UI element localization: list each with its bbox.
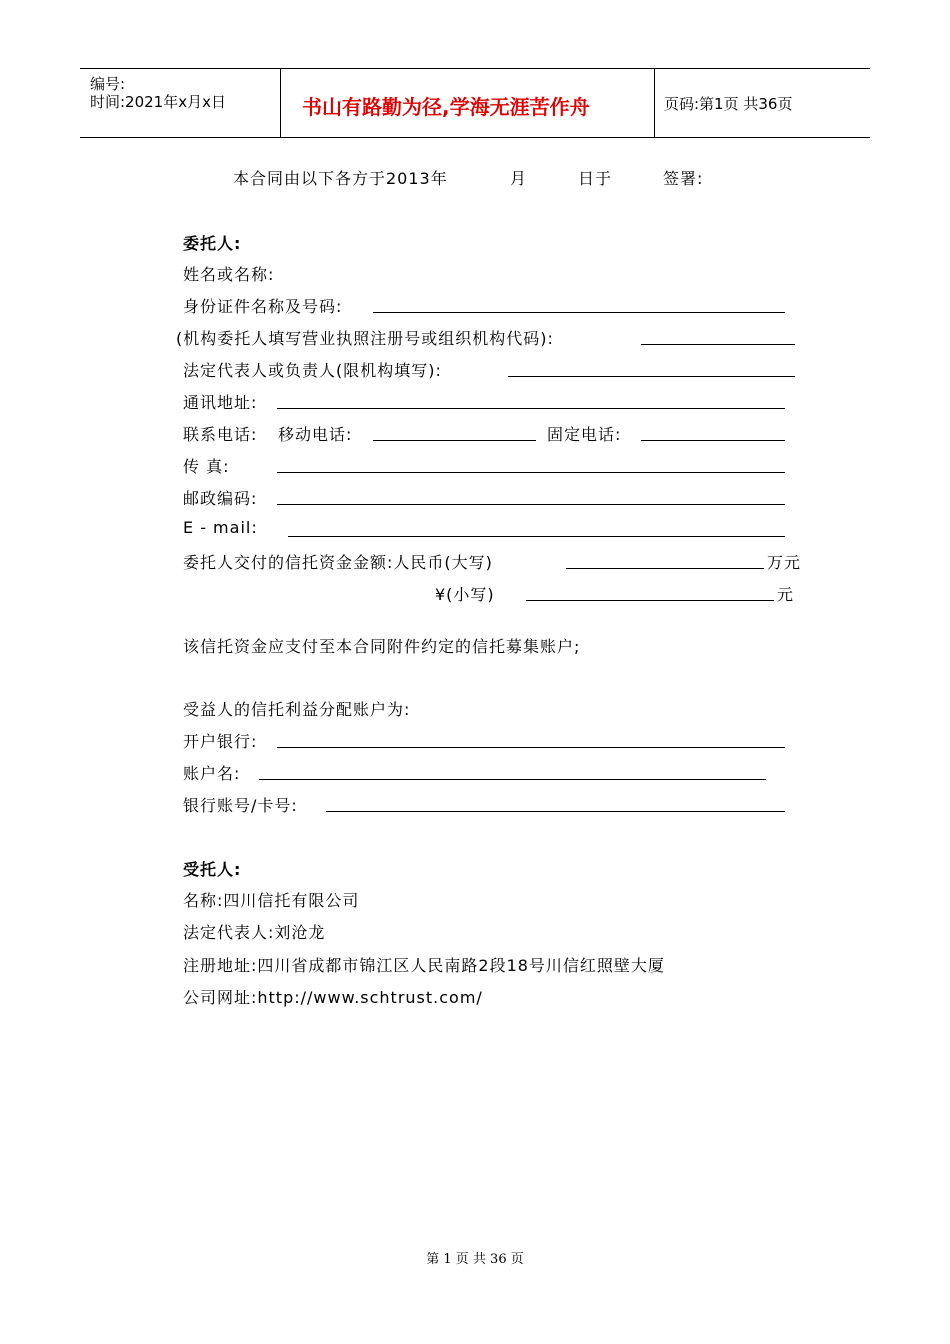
trustor-rep-label: 法定代表人或负责人(限机构填写): <box>183 361 442 380</box>
trustor-small-unit: 元 <box>777 585 795 604</box>
trustor-id-label: 身份证件名称及号码: <box>183 297 343 316</box>
trustor-address-line <box>277 408 785 409</box>
header-number: 编号: <box>90 75 126 93</box>
trustor-phone-label: 联系电话: <box>183 425 258 444</box>
trustor-rep-line <box>508 376 795 377</box>
trustor-amount-unit: 万元 <box>767 553 802 572</box>
header-time: 时间:2021年x月x日 <box>90 93 226 111</box>
trustee-name: 名称:四川信托有限公司 <box>183 891 360 910</box>
trustor-email-line <box>288 536 785 537</box>
intro-sign: 签署: <box>663 169 704 188</box>
trustor-fixed-label: 固定电话: <box>547 425 622 444</box>
beneficiary-heading: 受益人的信托利益分配账户为: <box>183 700 411 719</box>
intro-month: 月 <box>510 169 528 188</box>
trustee-heading: 受托人: <box>183 860 242 879</box>
intro-text: 本合同由以下各方于2013年 <box>233 169 448 188</box>
trustor-org-line <box>641 344 795 345</box>
trustor-fax-line <box>277 472 785 473</box>
header-motto: 书山有路勤为径,学海无涯苦作舟 <box>302 95 590 119</box>
header-divider <box>654 69 655 137</box>
page-footer: 第 1 页 共 36 页 <box>426 1252 524 1267</box>
beneficiary-bank-line <box>277 747 785 748</box>
trustor-mobile-label: 移动电话: <box>278 425 353 444</box>
beneficiary-account-no-line <box>326 811 785 812</box>
trustor-small-label: ¥(小写) <box>435 585 495 604</box>
trustor-org-label: (机构委托人填写营业执照注册号或组织机构代码): <box>176 329 554 348</box>
trustor-fax-label: 传 真: <box>183 457 230 476</box>
trustor-address-label: 通讯地址: <box>183 393 258 412</box>
beneficiary-bank-label: 开户银行: <box>183 732 258 751</box>
trustor-heading: 委托人: <box>183 234 242 253</box>
header-divider <box>280 69 281 137</box>
beneficiary-account-name-label: 账户名: <box>183 764 241 783</box>
trustor-email-label: E - mail: <box>183 518 258 537</box>
trustor-amount-label: 委托人交付的信托资金金额:人民币(大写) <box>183 553 493 572</box>
beneficiary-account-no-label: 银行账号/卡号: <box>183 796 298 815</box>
beneficiary-account-name-line <box>259 779 766 780</box>
trustor-id-line <box>373 312 785 313</box>
trustee-website: 公司网址:http://www.schtrust.com/ <box>183 988 483 1007</box>
intro-day: 日于 <box>578 169 613 188</box>
trustor-name-label: 姓名或名称: <box>183 265 275 284</box>
document-header <box>80 68 870 138</box>
trustor-postal-label: 邮政编码: <box>183 489 258 508</box>
payment-note: 该信托资金应支付至本合同附件约定的信托募集账户; <box>183 637 581 656</box>
trustee-address: 注册地址:四川省成都市锦江区人民南路2段18号川信红照壁大厦 <box>183 956 665 975</box>
trustor-amount-line <box>566 568 764 569</box>
trustor-postal-line <box>277 504 785 505</box>
trustor-fixed-line <box>641 440 785 441</box>
trustor-small-line <box>526 600 774 601</box>
trustor-mobile-line <box>373 440 536 441</box>
header-page-info: 页码:第1页 共36页 <box>664 95 793 113</box>
trustee-rep: 法定代表人:刘沧龙 <box>183 923 326 942</box>
